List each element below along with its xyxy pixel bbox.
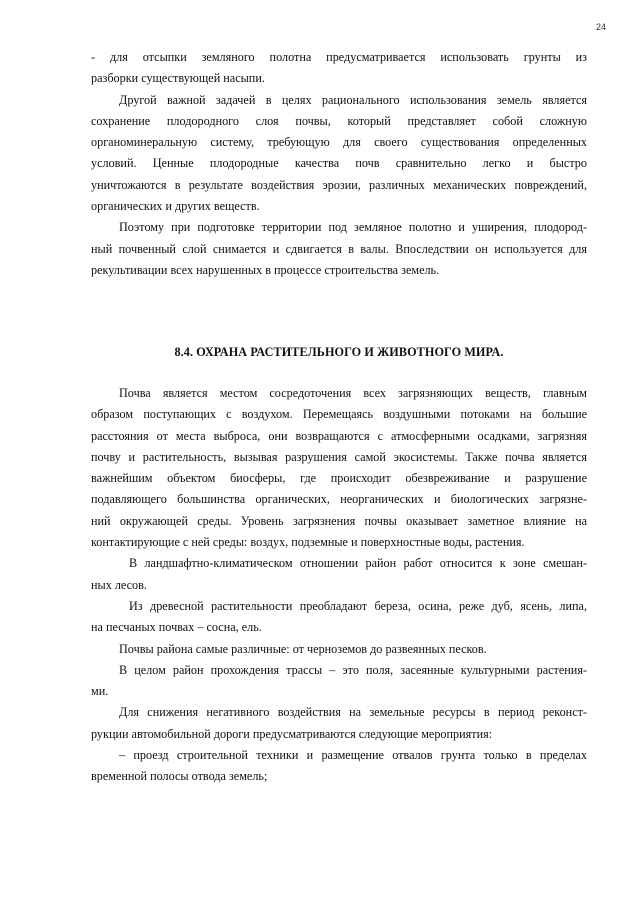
text-line: важнейшим объектом биосферы, где происходит обезвреживание и разрушение [91,471,587,486]
text-line: ный почвенный слой снимается и сдвигается в валы. Впоследствии он используется для [91,241,587,256]
text-line: Почвы района самые различные: от черноземов до развеянных песков. [119,641,487,656]
text-line: В ландшафтно-климатическом отношении район работ относится к зоне смешан- [129,556,587,571]
text-line: расстояния от места выброса, они возвращаются с атмосферными осадками, загрязняя [91,428,587,443]
text-line: Из древесной растительности преобладают береза, осина, реже дуб, ясень, липа, [129,598,587,613]
text-line: временной полосы отвода земель; [91,769,268,784]
text-line: органических и других веществ. [91,199,260,214]
page-number: 24 [596,22,607,32]
text-line: Для снижения негативного воздействия на земельные ресурсы в период реконст- [119,705,587,720]
text-line: контактирующие с ней среды: воздух, подземные и поверхностные воды, растения. [91,535,525,550]
text-line: - для отсыпки земляного полотна предусматривается использовать грунты из [91,50,587,64]
text-line: ных лесов. [91,577,147,592]
text-line: ний окружающей среды. Уровень загрязнения почвы оказывает заметное влияние на [91,513,587,528]
text-line: рукции автомобильной дороги предусматриваются следующие мероприятия: [91,726,493,741]
text-line: подавляющего большинства органических, неорганических и биологических загрязне- [91,492,587,507]
text-line: образом поступающих с воздухом. Перемещаясь воздушными потоками на большие [91,407,587,422]
text-line: условий. Ценные плодородные качества почв сравнительно легко и быстро [91,156,587,171]
text-line: сохранение плодородного слоя почвы, который представляет собой сложную [91,113,587,128]
text-line: органоминеральную систему, требующую для своего существования определенных [91,135,587,150]
text-line: ми. [91,684,109,699]
text-line: на песчаных почвах – сосна, ель. [91,620,262,635]
section-heading: 8.4. ОХРАНА РАСТИТЕЛЬНОГО И ЖИВОТНОГО МИРА. [174,345,504,359]
text-line: Поэтому при подготовке территории под земляное полотно и уширения, плодород- [119,220,587,235]
text-line: Другой важной задачей в целях рационального использования земель является [119,92,587,107]
text-line: разборки существующей насыпи. [91,71,265,86]
text-line: почву и растительность, вызывая разрушения самой экосистемы. Также почва является [91,449,587,464]
text-line: – проезд строительной техники и размещение отвалов грунта только в пределах [119,748,587,763]
text-line: Почва является местом сосредоточения всех загрязняющих веществ, главным [119,386,587,400]
text-line: В целом район прохождения трассы – это поля, засеянные культурными растения- [119,662,587,677]
text-line: уничтожаются в результате воздействия эрозии, различных механических повреждений, [91,177,587,192]
section-text [91,383,587,788]
intro-text [91,47,587,281]
text-line: рекультивации всех нарушенных в процессе строительства земель. [91,262,440,277]
